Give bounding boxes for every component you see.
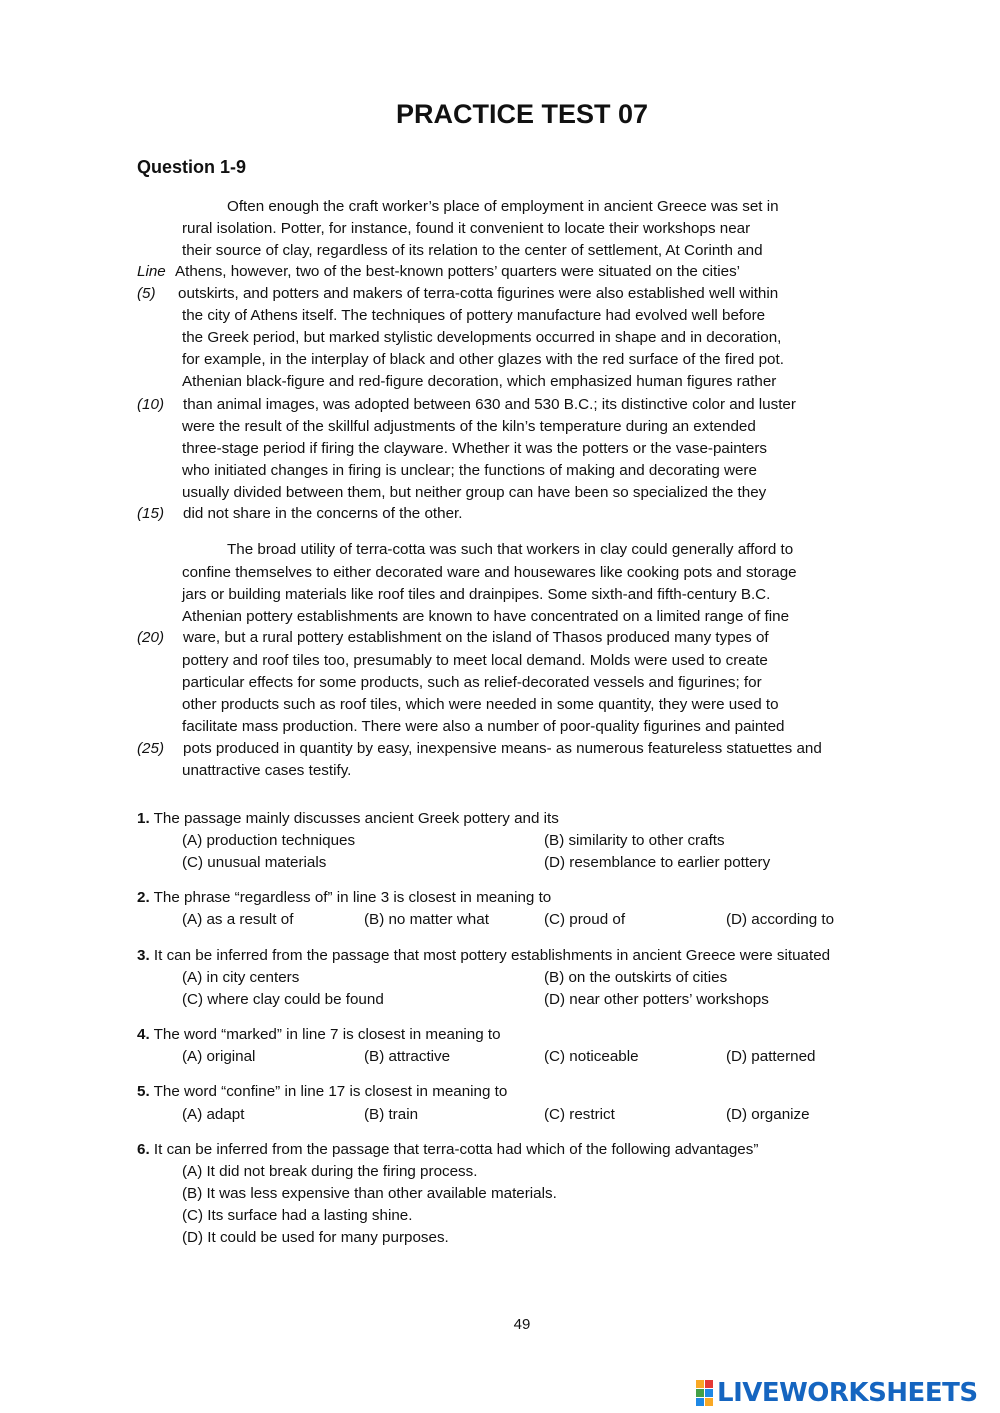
answer-option[interactable]: (D) near other potters’ workshops [544,991,769,1008]
passage-line: unattractive cases testify. [182,762,352,779]
passage-line: who initiated changes in firing is unclear; the functions of making and decorating were [182,462,757,479]
question-stem [137,1139,758,1161]
passage-line: the Greek period, but marked stylistic developments occurred in shape and in decoration, [182,329,782,346]
answer-option[interactable]: (B) attractive [364,1048,451,1065]
answer-option[interactable]: (D) resemblance to earlier pottery [544,854,771,871]
page-title: PRACTICE TEST 07 [395,99,649,129]
answer-option[interactable]: (D) according to [726,911,835,928]
passage-line: for example, in the interplay of black and other glazes with the red surface of the fired pot. [182,351,784,368]
liveworksheets-logo-icon [696,1380,714,1407]
question-number: 4. [137,1026,150,1043]
answer-option[interactable]: (B) It was less expensive than other available materials. [182,1185,557,1202]
page-number: 49 [513,1316,531,1333]
answer-option[interactable]: (C) noticeable [544,1048,639,1065]
question-text: The phrase “regardless of” in line 3 is closest in meaning to [153,889,552,906]
section-heading: Question 1-9 [137,157,247,177]
passage-line: ware, but a rural pottery establishment on the island of Thasos produced many types of [183,629,769,646]
line-number: (5) [137,285,156,302]
passage-line: The broad utility of terra-cotta was such that workers in clay could generally afford to [227,541,794,558]
passage-line: their source of clay, regardless of its relation to the center of settlement, At Corinth and [182,242,763,259]
question-number: 2. [137,889,150,906]
answer-option[interactable]: (D) organize [726,1106,810,1123]
passage-line: the city of Athens itself. The techniques of pottery manufacture had evolved well before [182,307,766,324]
question-text: The word “confine” in line 17 is closest in meaning to [153,1083,508,1100]
passage-line: rural isolation. Potter, for instance, found it convenient to locate their workshops near [182,220,751,237]
passage-line: outskirts, and potters and makers of terra-cotta figurines were also established well within [178,285,779,302]
answer-option[interactable]: (D) patterned [726,1048,816,1065]
passage-line: facilitate mass production. There were also a number of poor-quality figurines and painted [182,718,785,735]
answer-option[interactable]: (A) It did not break during the firing process. [182,1163,478,1180]
passage-line: confine themselves to either decorated ware and housewares like cooking pots and storage [182,564,797,581]
question-number: 5. [137,1083,150,1100]
question-stem [137,808,559,830]
passage-line: pottery and roof tiles too, presumably to meet local demand. Molds were used to create [182,652,768,669]
answer-option[interactable]: (A) adapt [182,1106,245,1123]
answer-option[interactable]: (C) restrict [544,1106,615,1123]
passage-line: Athenian black-figure and red-figure decoration, which emphasized human figures rather [182,373,777,390]
line-number: (20) [137,629,165,646]
passage-line: Athens, however, two of the best-known potters’ quarters were situated on the cities’ [175,263,741,280]
answer-option[interactable]: (D) It could be used for many purposes. [182,1229,449,1246]
question-stem [137,945,830,967]
question-number: 1. [137,810,150,827]
passage-line: pots produced in quantity by easy, inexpensive means- as numerous featureless statuettes and [183,740,822,757]
answer-option[interactable]: (B) similarity to other crafts [544,832,725,849]
answer-option[interactable]: (A) production techniques [182,832,356,849]
answer-option[interactable]: (A) as a result of [182,911,294,928]
line-number: Line [137,263,166,280]
question-stem [137,1024,501,1046]
answer-option[interactable]: (A) original [182,1048,256,1065]
answer-option[interactable]: (C) where clay could be found [182,991,384,1008]
question-stem [137,887,551,909]
passage-line: other products such as roof tiles, which were needed in some quantity, they were used to [182,696,779,713]
question-number: 6. [137,1141,150,1158]
question-text: The word “marked” in line 7 is closest in meaning to [153,1026,501,1043]
answer-option[interactable]: (B) no matter what [364,911,489,928]
passage-line: three-stage period if firing the clayware. Whether it was the potters or the vase-painters [182,440,768,457]
answer-option[interactable]: (C) Its surface had a lasting shine. [182,1207,413,1224]
line-number: (25) [137,740,165,757]
question-number: 3. [137,947,150,964]
answer-option[interactable]: (A) in city centers [182,969,300,986]
answer-option[interactable]: (C) proud of [544,911,626,928]
question-text: The passage mainly discusses ancient Greek pottery and its [153,810,559,827]
passage-line: jars or building materials like roof tiles and drainpipes. Some sixth-and fifth-century B.C. [182,586,771,603]
passage-line: Often enough the craft worker’s place of employment in ancient Greece was set in [227,198,779,215]
passage-line: particular effects for some products, such as relief-decorated vessels and figurines; for [182,674,762,691]
liveworksheets-brand[interactable] [696,1378,978,1408]
line-number: (10) [137,396,165,413]
question-stem [137,1081,507,1103]
passage-line: did not share in the concerns of the other. [183,505,463,522]
answer-option[interactable]: (C) unusual materials [182,854,327,871]
answer-option[interactable]: (B) on the outskirts of cities [544,969,728,986]
brand-name: LIVEWORKSHEETS [717,1378,978,1408]
question-text: It can be inferred from the passage that terra-cotta had which of the following advantages” [153,1141,759,1158]
passage-line: Athenian pottery establishments are known to have concentrated on a limited range of fine [182,608,790,625]
passage-line: than animal images, was adopted between 630 and 530 B.C.; its distinctive color and luster [183,396,796,413]
passage-line: usually divided between them, but neither group can have been so specialized the they [182,484,767,501]
question-text: It can be inferred from the passage that most pottery establishments in ancient Greece were situated [153,947,831,964]
answer-option[interactable]: (B) train [364,1106,419,1123]
line-number: (15) [137,505,165,522]
passage-line: were the result of the skillful adjustments of the kiln’s temperature during an extended [182,418,756,435]
